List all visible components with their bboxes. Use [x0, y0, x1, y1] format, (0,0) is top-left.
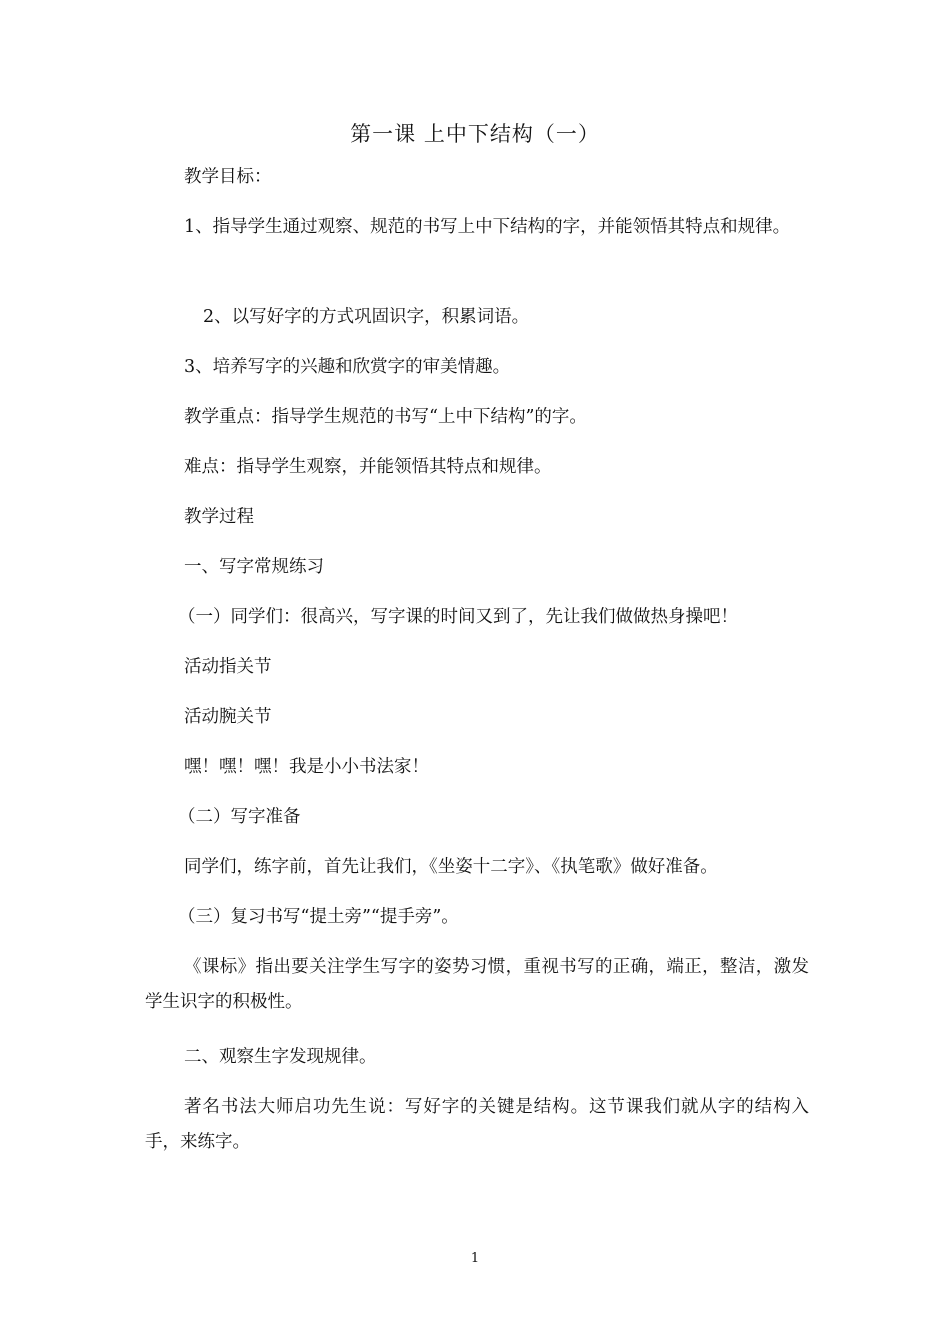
paragraph-warmup: （一）同学们：很高兴，写字课的时间又到了，先让我们做做热身操吧！	[178, 607, 738, 627]
lesson-title: 第一课 上中下结构（一）	[350, 122, 600, 146]
paragraph-preparation: （二）写字准备	[178, 807, 301, 827]
paragraph-process-heading: 教学过程	[184, 507, 254, 527]
paragraph-chant: 嘿！嘿！嘿！我是小小书法家！	[184, 757, 429, 777]
paragraph-key-point: 教学重点：指导学生规范的书写“上中下结构”的字。	[184, 407, 587, 427]
paragraph-goal-2: 2、以写好字的方式巩固识字，积累词语。	[203, 307, 530, 327]
paragraph-wrist-joints: 活动腕关节	[184, 707, 272, 727]
paragraph-qigong-quote: 著名书法大师启功先生说：写好字的关键是结构。这节课我们就从字的结构入手，来练字。	[145, 1097, 809, 1152]
paragraph-section-2: 二、观察生字发现规律。	[184, 1047, 377, 1067]
paragraph-section-1: 一、写字常规练习	[184, 557, 324, 577]
paragraph-goal-1: 1、指导学生通过观察、规范的书写上中下结构的字，并能领悟其特点和规律。	[184, 217, 791, 237]
paragraph-goal-3: 3、培养写字的兴趣和欣赏字的审美情趣。	[184, 357, 511, 377]
paragraph-curriculum: 《课标》指出要关注学生写字的姿势习惯，重视书写的正确，端正，整洁，激发学生识字的积极性。	[145, 957, 809, 1012]
paragraph-difficulty: 难点：指导学生观察，并能领悟其特点和规律。	[184, 457, 552, 477]
paragraph-posture: 同学们，练字前，首先让我们，《坐姿十二字》、《执笔歌》做好准备。	[184, 857, 718, 877]
page-number: 1	[470, 1251, 480, 1266]
paragraph-review: （三）复习书写“提土旁”“提手旁”。	[178, 907, 459, 927]
paragraph-teaching-goals: 教学目标：	[184, 167, 272, 187]
paragraph-finger-joints: 活动指关节	[184, 657, 272, 677]
